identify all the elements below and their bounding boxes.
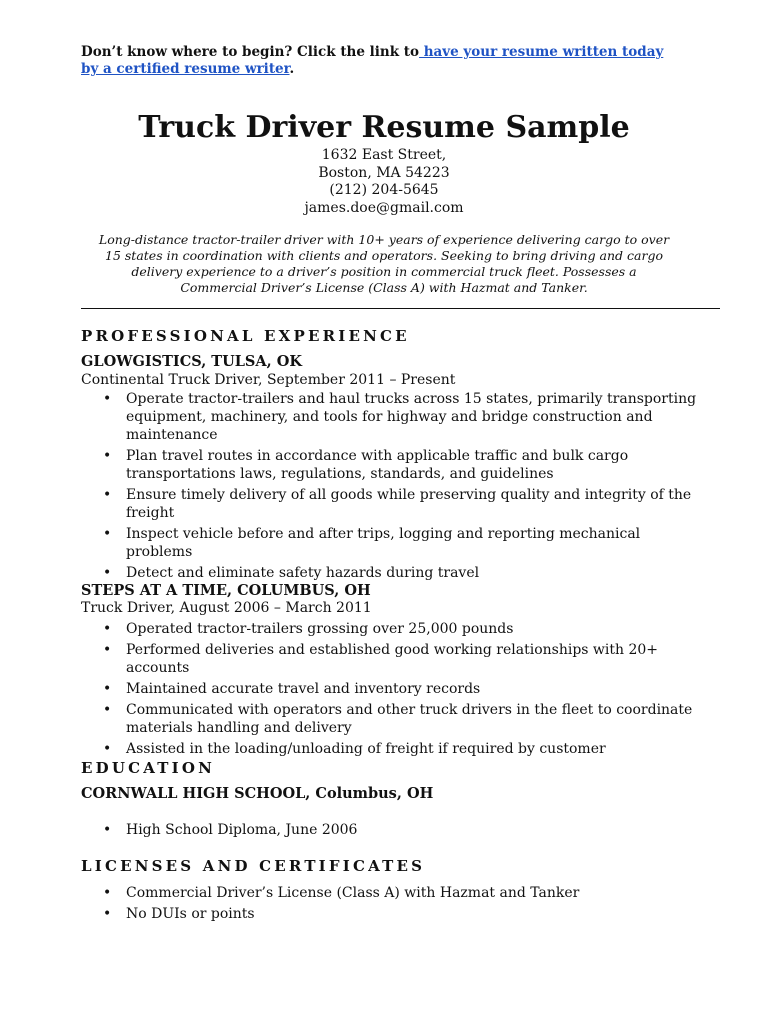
job-role: Truck Driver, August 2006 – March 2011	[81, 600, 372, 616]
education-heading: EDUCATION	[81, 759, 216, 777]
intro-suffix: .	[289, 61, 295, 77]
address-line-1: 1632 East Street,	[321, 147, 447, 163]
professional-summary: Long-distance tractor-trailer driver with 10+ years of experience delivering cargo to over 15 states in coordination with clients and operators. Seeking to bring driving and cargo delivery experience to a driver’s position in commercial truck fleet. Possesses a Commercial Driver’s License (Class A) with Hazmat and Tanker.	[98, 232, 670, 295]
list-item: • Inspect vehicle before and after trips, logging and reporting mechanical problems	[81, 525, 701, 561]
list-item: • No DUIs or points	[81, 905, 701, 923]
list-item: • Performed deliveries and established good working relationships with 20+ accounts	[81, 641, 701, 677]
address-line-2: Boston, MA 54223	[318, 164, 450, 181]
list-item: • Maintained accurate travel and inventory records	[81, 680, 701, 698]
licenses-heading: LICENSES AND CERTIFICATES	[81, 857, 426, 875]
email-address: james.doe@gmail.com	[304, 199, 464, 216]
list-item: • High School Diploma, June 2006	[81, 821, 701, 839]
job-company: GLOWGISTICS, TULSA, OK	[81, 353, 302, 370]
school-name: CORNWALL HIGH SCHOOL, Columbus, OH	[81, 785, 434, 802]
experience-heading: PROFESSIONAL EXPERIENCE	[81, 327, 410, 345]
list-item: • Assisted in the loading/unloading of freight if required by customer	[81, 740, 701, 758]
phone-number: (212) 204-5645	[329, 182, 439, 198]
job-bullet-list	[81, 390, 701, 585]
intro-callout	[81, 44, 681, 78]
list-item: • Operated tractor-trailers grossing over 25,000 pounds	[81, 620, 701, 638]
education-bullet-list	[81, 821, 701, 842]
list-item: • Operate tractor-trailers and haul trucks across 15 states, primarily transporting equipment, machinery, and tools for highway and bridge construction and maintenance	[81, 390, 701, 444]
licenses-bullet-list	[81, 884, 701, 926]
page-title: Truck Driver Resume Sample	[138, 110, 630, 145]
list-item: • Communicated with operators and other truck drivers in the fleet to coordinate materials handling and delivery	[81, 701, 701, 737]
header-divider	[81, 308, 720, 309]
list-item: • Ensure timely delivery of all goods while preserving quality and integrity of the freight	[81, 486, 701, 522]
job-company: STEPS AT A TIME, COLUMBUS, OH	[81, 582, 371, 599]
contact-block	[0, 147, 768, 217]
resume-writer-link[interactable]: have your resume written today by a certified resume writer	[81, 44, 664, 77]
job-role: Continental Truck Driver, September 2011 – Present	[81, 372, 456, 388]
list-item: • Detect and eliminate safety hazards during travel	[81, 564, 701, 582]
job-bullet-list	[81, 620, 701, 761]
list-item: • Plan travel routes in accordance with applicable traffic and bulk cargo transportations laws, regulations, standards, and guidelines	[81, 447, 701, 483]
list-item: • Commercial Driver’s License (Class A) with Hazmat and Tanker	[81, 884, 701, 902]
intro-prefix: Don’t know where to begin? Click the link to	[81, 44, 420, 60]
